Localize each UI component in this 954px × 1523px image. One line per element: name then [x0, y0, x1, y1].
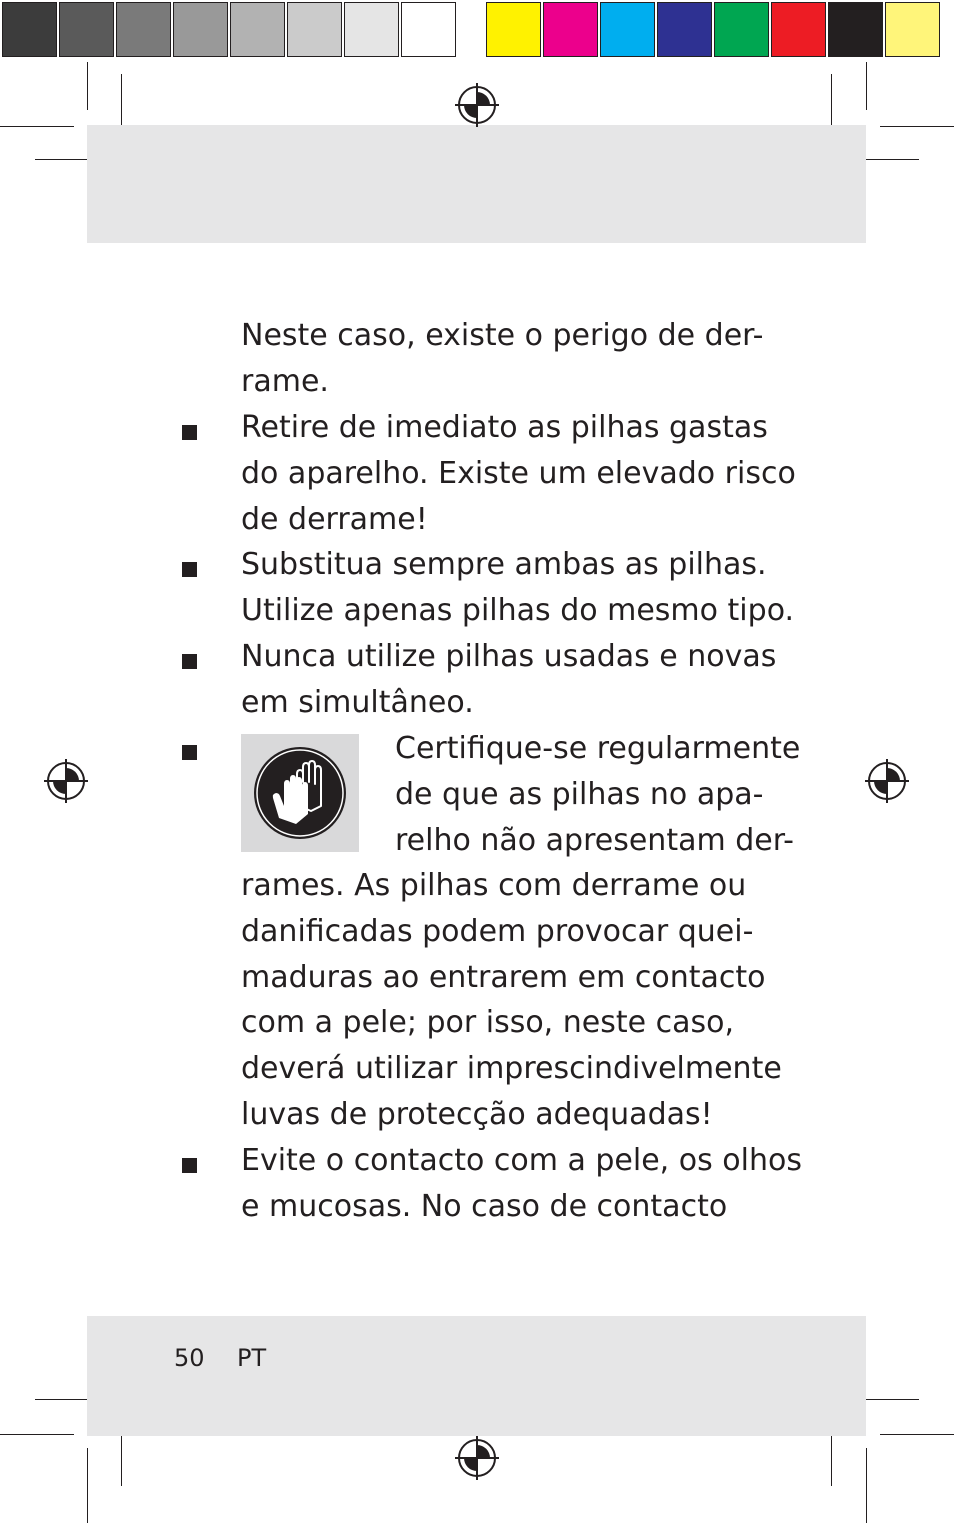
header-band: [87, 125, 866, 243]
text-line: de derrame!: [241, 501, 428, 537]
bullet-square: [182, 745, 197, 760]
gray-swatch: [59, 2, 114, 57]
process-color-swatch: [600, 2, 655, 57]
registration-mark-icon: [865, 759, 909, 803]
text-line: Evite o contacto com a pele, os olhos: [241, 1143, 802, 1178]
grayscale-color-bar: [2, 2, 458, 59]
registration-mark-icon: [44, 759, 88, 803]
gray-swatch: [287, 2, 342, 57]
process-color-swatch: [771, 2, 826, 57]
text-line: Neste caso, existe o perigo de der-: [241, 318, 764, 353]
process-color-swatch: [885, 2, 940, 57]
list-item: [241, 863, 781, 1138]
text-line: em simultâneo.: [241, 684, 474, 720]
icon-side-text: [395, 726, 801, 863]
list-item: [241, 1138, 802, 1230]
process-color-swatch: [828, 2, 883, 57]
text-line: Substitua sempre ambas as pilhas.: [241, 547, 767, 582]
language-code: PT: [237, 1344, 267, 1372]
list-item: [241, 542, 795, 634]
text-line: rames. As pilhas com derrame ou: [241, 868, 747, 903]
page-number: 50: [174, 1344, 205, 1372]
text-line: do aparelho. Existe um elevado risco: [241, 455, 796, 491]
text-line: rame.: [241, 363, 329, 399]
process-color-swatch: [543, 2, 598, 57]
footer-band: [87, 1316, 866, 1436]
protective-gloves-icon: [241, 734, 359, 852]
process-color-swatch: [657, 2, 712, 57]
bullet-square: [182, 562, 197, 577]
gray-swatch: [116, 2, 171, 57]
process-color-swatch: [714, 2, 769, 57]
gray-swatch: [401, 2, 456, 57]
registration-mark-icon: [455, 83, 499, 127]
list-item: [241, 405, 796, 542]
gray-swatch: [230, 2, 285, 57]
text-line: Utilize apenas pilhas do mesmo tipo.: [241, 592, 795, 628]
registration-mark-icon: [455, 1436, 499, 1480]
gray-swatch: [173, 2, 228, 57]
text-line: luvas de protecção adequadas!: [241, 1096, 713, 1132]
bullet-square: [182, 654, 197, 669]
gray-swatch: [2, 2, 57, 57]
text-paragraph: [241, 313, 781, 405]
process-color-swatch: [486, 2, 541, 57]
text-line: de que as pilhas no apa-: [395, 776, 764, 812]
text-line: Certifique-se regularmente: [395, 731, 801, 766]
gray-swatch: [344, 2, 399, 57]
text-line: relho não apresentam der-: [395, 822, 794, 858]
text-line: Nunca utilize pilhas usadas e novas: [241, 639, 777, 674]
text-line: deverá utilizar imprescindivelmente: [241, 1051, 782, 1087]
list-item: [241, 634, 781, 726]
bullet-square: [182, 425, 197, 440]
text-line: maduras ao entrarem em contacto: [241, 959, 766, 995]
text-line: com a pele; por isso, neste caso,: [241, 1005, 735, 1041]
text-line: danificadas podem provocar quei-: [241, 913, 754, 949]
bullet-square: [182, 1158, 197, 1173]
text-line: e mucosas. No caso de contacto: [241, 1188, 728, 1224]
text-line: Retire de imediato as pilhas gastas: [241, 410, 768, 445]
process-color-bar: [486, 2, 942, 59]
